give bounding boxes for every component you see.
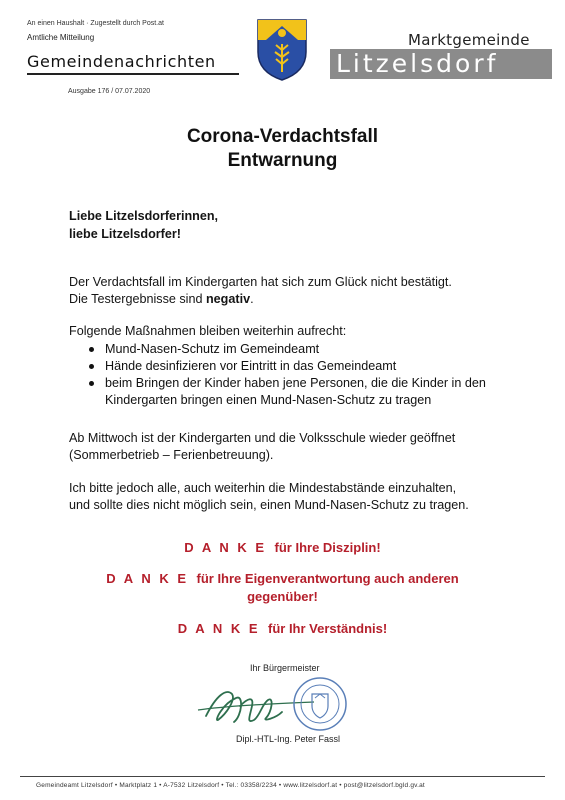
- thanks-word: D A N K E: [184, 540, 267, 555]
- paragraph-1-prefix: Die Testergebnisse sind: [69, 292, 206, 306]
- measures-list: [83, 341, 523, 409]
- thanks-responsibility-cont: gegenüber!: [247, 589, 318, 604]
- measure-text: Mund-Nasen-Schutz im Gemeindeamt: [105, 342, 320, 356]
- greeting-line-1: Liebe Litzelsdorferinnen,: [69, 209, 219, 223]
- signature-role: Ihr Bürgermeister: [250, 663, 320, 673]
- bullet-icon: [89, 381, 94, 386]
- mayor-name: Dipl.-HTL-Ing. Peter Fassl: [236, 734, 341, 744]
- list-item: [83, 341, 523, 358]
- footer-contact: Gemeindeamt Litzelsdorf • Marktplatz 1 • A-7532 Litzelsdorf • Tel.: 03358/2234 • www.litzelsdorf.at • post@litzelsdorf.bgld.gv.at: [36, 782, 425, 789]
- bullet-icon: [89, 364, 94, 369]
- measure-text: beim Bringen der Kinder haben jene Personen, die die Kinder in den Kindergarten bringen einen Mund-Nasen-Schutz zu tragen: [105, 376, 486, 407]
- paragraph-2-line-1: Ab Mittwoch ist der Kindergarten und die Volksschule wieder geöffnet: [69, 431, 456, 445]
- measures-intro: Folgende Maßnahmen bleiben weiterhin aufrecht:: [69, 324, 347, 338]
- list-item: [83, 358, 523, 375]
- bullet-icon: [89, 347, 94, 352]
- footer-rule: [20, 776, 545, 777]
- publication-title: Gemeindenachrichten: [27, 52, 216, 71]
- paragraph-3-line-1: Ich bitte jedoch alle, auch weiterhin die Mindestabstände einzuhalten,: [69, 481, 457, 495]
- thanks-word: D A N K E: [106, 571, 189, 586]
- page-title: Corona-Verdachtsfall: [186, 126, 379, 147]
- thanks-text: für Ihre Eigenverantwortung auch anderen: [196, 571, 459, 586]
- header-rule: [27, 73, 239, 75]
- paragraph-2-line-2: (Sommerbetrieb – Ferienbetreuung).: [69, 448, 274, 462]
- signature-graphic: [196, 676, 356, 734]
- issue-number: Ausgabe 176 / 07.07.2020: [68, 88, 151, 95]
- page-subtitle: Entwarnung: [227, 150, 338, 171]
- municipality-name-banner: [330, 49, 552, 79]
- measure-text: Hände desinfizieren vor Eintritt in das Gemeindeamt: [105, 359, 397, 373]
- thanks-text: für Ihre Disziplin!: [274, 540, 381, 555]
- municipality-type: Marktgemeinde: [408, 31, 530, 49]
- official-notice-label: Amtliche Mitteilung: [27, 33, 95, 42]
- municipality-name: Litzelsdorf: [336, 49, 499, 78]
- thanks-word: D A N K E: [177, 621, 260, 636]
- thanks-discipline: [0, 539, 565, 557]
- list-item: [83, 375, 523, 409]
- thanks-understanding: [0, 620, 565, 638]
- paragraph-1-suffix: .: [250, 292, 254, 306]
- greeting-line-2: liebe Litzelsdorfer!: [69, 227, 181, 241]
- paragraph-3-line-2: und sollte dies nicht möglich sein, einen Mund-Nasen-Schutz zu tragen.: [69, 498, 469, 512]
- paragraph-1-line-2: [69, 291, 254, 308]
- thanks-text: für Ihr Verständnis!: [268, 621, 388, 636]
- paragraph-1-line-1: Der Verdachtsfall im Kindergarten hat sich zum Glück nicht bestätigt.: [69, 275, 452, 289]
- negative-result: negativ: [205, 292, 251, 306]
- delivery-note: An einen Haushalt · Zugestellt durch Post.at: [27, 20, 164, 27]
- thanks-responsibility: [0, 570, 565, 588]
- municipal-crest-icon: [256, 18, 308, 82]
